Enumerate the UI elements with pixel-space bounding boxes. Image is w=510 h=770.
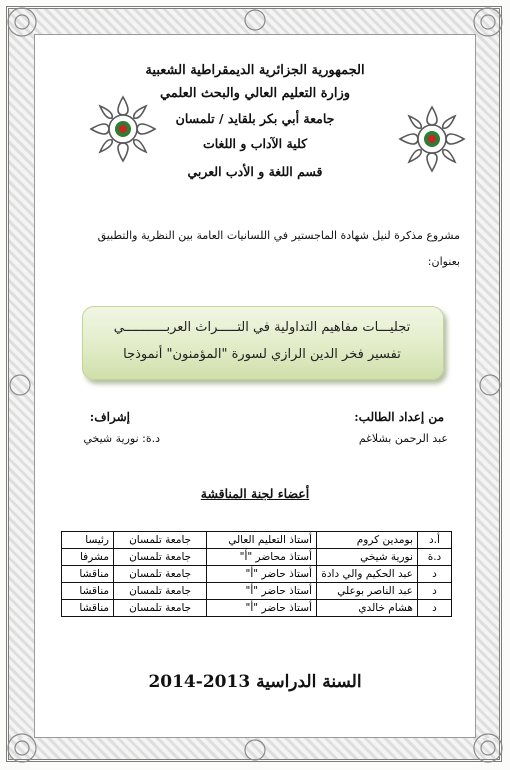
committee-title: أستاذ حاضر "أ"	[207, 583, 317, 600]
header-faculty: كلية الآداب و اللغات	[202, 136, 308, 151]
committee-institution: جامعة تلمسان	[114, 583, 207, 600]
thesis-title-box	[82, 306, 444, 380]
committee-role: مناقشا	[62, 600, 114, 617]
table-row	[62, 549, 452, 566]
committee-role: رئيسا	[62, 532, 114, 549]
committee-title: أستاذ محاضر "أ"	[207, 549, 317, 566]
committee-title: أستاذ التعليم العالي	[207, 532, 317, 549]
table-row	[62, 583, 452, 600]
thesis-title-line2: تفسير فخر الدين الرازي لسورة "المؤمنون" أنموذجا	[123, 347, 401, 362]
committee-name: هشام خالدي	[316, 600, 417, 617]
supervisor-name: د.ة: نورية شيخي	[83, 432, 160, 445]
committee-role: مناقشا	[62, 583, 114, 600]
table-row	[62, 532, 452, 549]
thesis-title-line1: تجليـــات مفاهيم التداولية في التـــــراث العربـــــــــــي	[113, 320, 411, 335]
committee-name: عبد الناصر بوعلي	[316, 583, 417, 600]
committee-institution: جامعة تلمسان	[114, 549, 207, 566]
committee-institution: جامعة تلمسان	[114, 532, 207, 549]
intro-titled: بعنوان:	[427, 255, 460, 268]
committee-institution: جامعة تلمسان	[114, 600, 207, 617]
student-name: عبد الرحمن بشلاغم	[358, 432, 448, 445]
supervisor-label: إشراف:	[89, 410, 130, 424]
committee-institution: جامعة تلمسان	[114, 566, 207, 583]
committee-table	[61, 531, 452, 617]
table-row	[62, 600, 452, 617]
header-department: قسم اللغة و الأدب العربي	[187, 164, 323, 179]
committee-title: أستاذ حاضر "أ"	[207, 566, 317, 583]
committee-title: أستاذ حاضر "أ"	[207, 600, 317, 617]
student-label: من إعداد الطالب:	[354, 410, 444, 424]
committee-name: عبد الحكيم والي دادة	[316, 566, 417, 583]
committee-heading: أعضاء لجنة المناقشة	[200, 486, 310, 501]
intro-line: مشروع مذكرة لنيل شهادة الماجستير في اللسانيات العامة بين النظرية والتطبيق	[97, 229, 460, 242]
committee-rank: د	[417, 583, 451, 600]
university-emblem-icon	[88, 94, 158, 164]
header-ministry: وزارة التعليم العالي والبحث العلمي	[159, 86, 351, 101]
academic-year: السنة الدراسية 2013-2014	[148, 672, 362, 692]
committee-name: نورية شيخي	[316, 549, 417, 566]
committee-role: مشرفا	[62, 549, 114, 566]
committee-rank: د	[417, 600, 451, 617]
committee-role: مناقشا	[62, 566, 114, 583]
committee-rank: د.ة	[417, 549, 451, 566]
committee-rank: د	[417, 566, 451, 583]
committee-name: بومدين كروم	[316, 532, 417, 549]
header-university: جامعة أبي بكر بلقايد / تلمسان	[175, 111, 335, 126]
table-row	[62, 566, 452, 583]
committee-rank: أ.د	[417, 532, 451, 549]
header-republic: الجمهورية الجزائرية الديمقراطية الشعبية	[145, 63, 365, 78]
